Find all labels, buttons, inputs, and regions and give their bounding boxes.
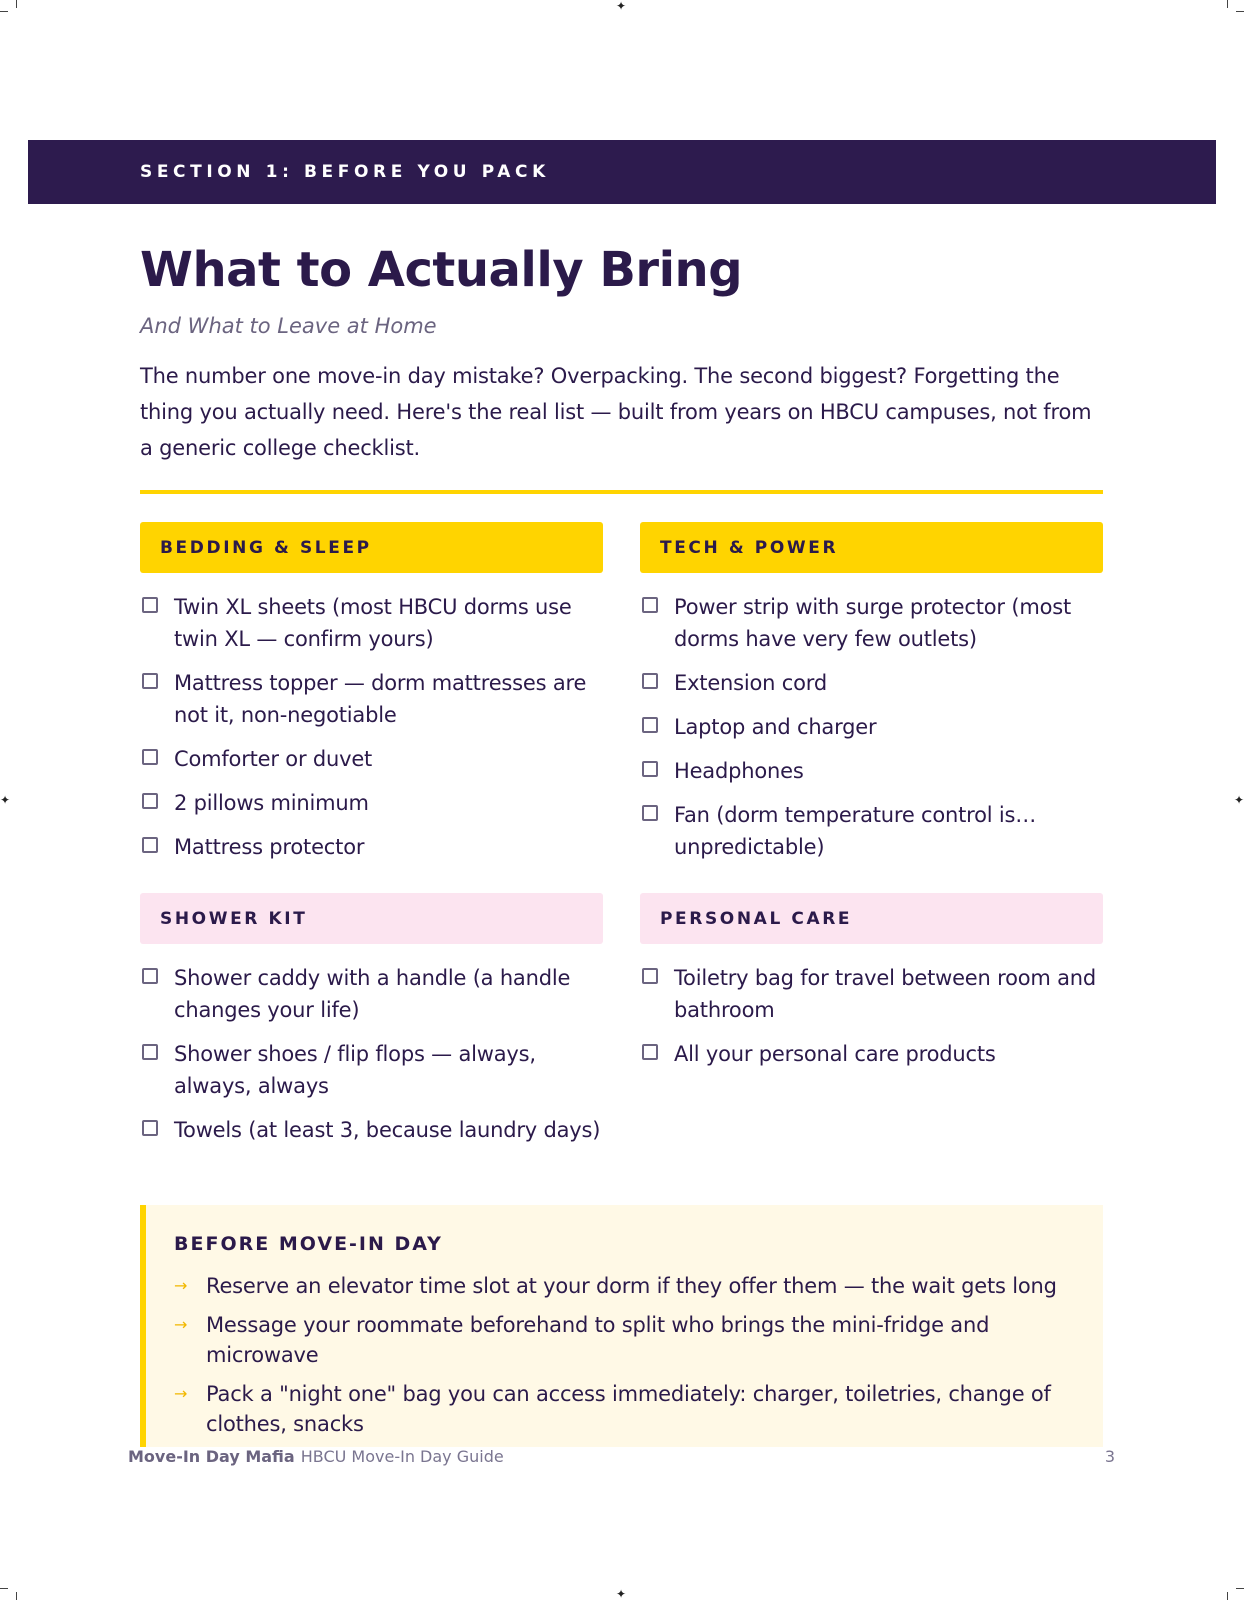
crop-mark [0,11,8,12]
checklist-item: Laptop and charger [640,711,1103,743]
checklist-item: Mattress protector [140,831,603,863]
category-heading: PERSONAL CARE [640,893,1103,944]
checklist-item: Towels (at least 3, because laundry days) [140,1114,603,1146]
page-footer [128,1447,1115,1469]
checklist-item: Headphones [640,755,1103,787]
page-subtitle: And What to Leave at Home [140,314,437,338]
registration-mark: ✦ [1233,793,1244,807]
checkbox-icon[interactable] [142,837,158,853]
checkbox-icon[interactable] [142,673,158,689]
checklist [640,591,1103,863]
checklist-item: Fan (dorm temperature control is… unpredictable) [640,799,1103,863]
checklist-item: Mattress topper — dorm mattresses are not it, non-negotiable [140,667,603,731]
crop-mark [1227,0,1228,8]
tip-item: → Message your roommate beforehand to split who brings the mini-fridge and microwave [174,1310,1073,1370]
checkbox-icon[interactable] [642,968,658,984]
intro-paragraph: The number one move-in day mistake? Overpacking. The second biggest? Forgetting the thing you actually need. Here's the real list — built from years on HBCU campuses, not from a generic college checklist. [140,364,1092,460]
checklist-item: Shower caddy with a handle (a handle changes your life) [140,962,603,1026]
checklist-item: Extension cord [640,667,1103,699]
category-shower [140,893,603,1158]
crop-mark [1236,1588,1244,1589]
crop-mark [1236,11,1244,12]
checklist-item: Twin XL sheets (most HBCU dorms use twin XL — confirm yours) [140,591,603,655]
checklist [140,591,603,863]
checklist [640,962,1103,1070]
checklist-item: Shower shoes / flip flops — always, always, always [140,1038,603,1102]
checkbox-icon[interactable] [142,793,158,809]
checkbox-icon[interactable] [642,597,658,613]
tip-list [174,1271,1073,1439]
checkbox-icon[interactable] [142,968,158,984]
callout-heading: BEFORE MOVE-IN DAY [174,1233,443,1255]
checkbox-icon[interactable] [642,805,658,821]
checkbox-icon[interactable] [142,1120,158,1136]
arrow-icon: → [174,1315,188,1334]
checkbox-icon[interactable] [142,749,158,765]
tip-item: → Reserve an elevator time slot at your dorm if they offer them — the wait gets long [174,1271,1073,1301]
registration-mark: ✦ [616,0,627,13]
crop-mark [0,1588,8,1589]
arrow-icon: → [174,1384,188,1403]
crop-mark [16,1592,17,1600]
registration-mark: ✦ [0,793,11,807]
category-heading: BEDDING & SLEEP [140,522,603,573]
checklist-item: Comforter or duvet [140,743,603,775]
footer-guide-title: HBCU Move-In Day Guide [300,1447,504,1466]
arrow-icon: → [174,1276,188,1295]
footer-brand: Move-In Day Mafia [128,1447,295,1466]
checkbox-icon[interactable] [142,597,158,613]
before-move-in-callout [140,1205,1103,1447]
checkbox-icon[interactable] [642,761,658,777]
checkbox-icon[interactable] [642,673,658,689]
divider [140,490,1103,494]
checkbox-icon[interactable] [142,1044,158,1060]
category-heading: TECH & POWER [640,522,1103,573]
checkbox-icon[interactable] [642,717,658,733]
registration-mark: ✦ [616,1587,627,1601]
crop-mark [16,0,17,8]
checklist [140,962,603,1146]
checklist-item: All your personal care products [640,1038,1103,1070]
checklist-item: 2 pillows minimum [140,787,603,819]
tip-item: → Pack a "night one" bag you can access immediately: charger, toiletries, change of clothes, snacks [174,1379,1073,1439]
checklist-item: Power strip with surge protector (most dorms have very few outlets) [640,591,1103,655]
category-tech [640,522,1103,875]
section-label: SECTION 1: BEFORE YOU PACK [140,162,550,182]
section-banner [28,140,1216,204]
category-bedding [140,522,603,875]
checklist-item: Toiletry bag for travel between room and bathroom [640,962,1103,1026]
category-heading: SHOWER KIT [140,893,603,944]
page-number: 3 [1104,1447,1115,1466]
checkbox-icon[interactable] [642,1044,658,1060]
page-title: What to Actually Bring [140,242,743,298]
category-personal-care [640,893,1103,1082]
crop-mark [1227,1592,1228,1600]
